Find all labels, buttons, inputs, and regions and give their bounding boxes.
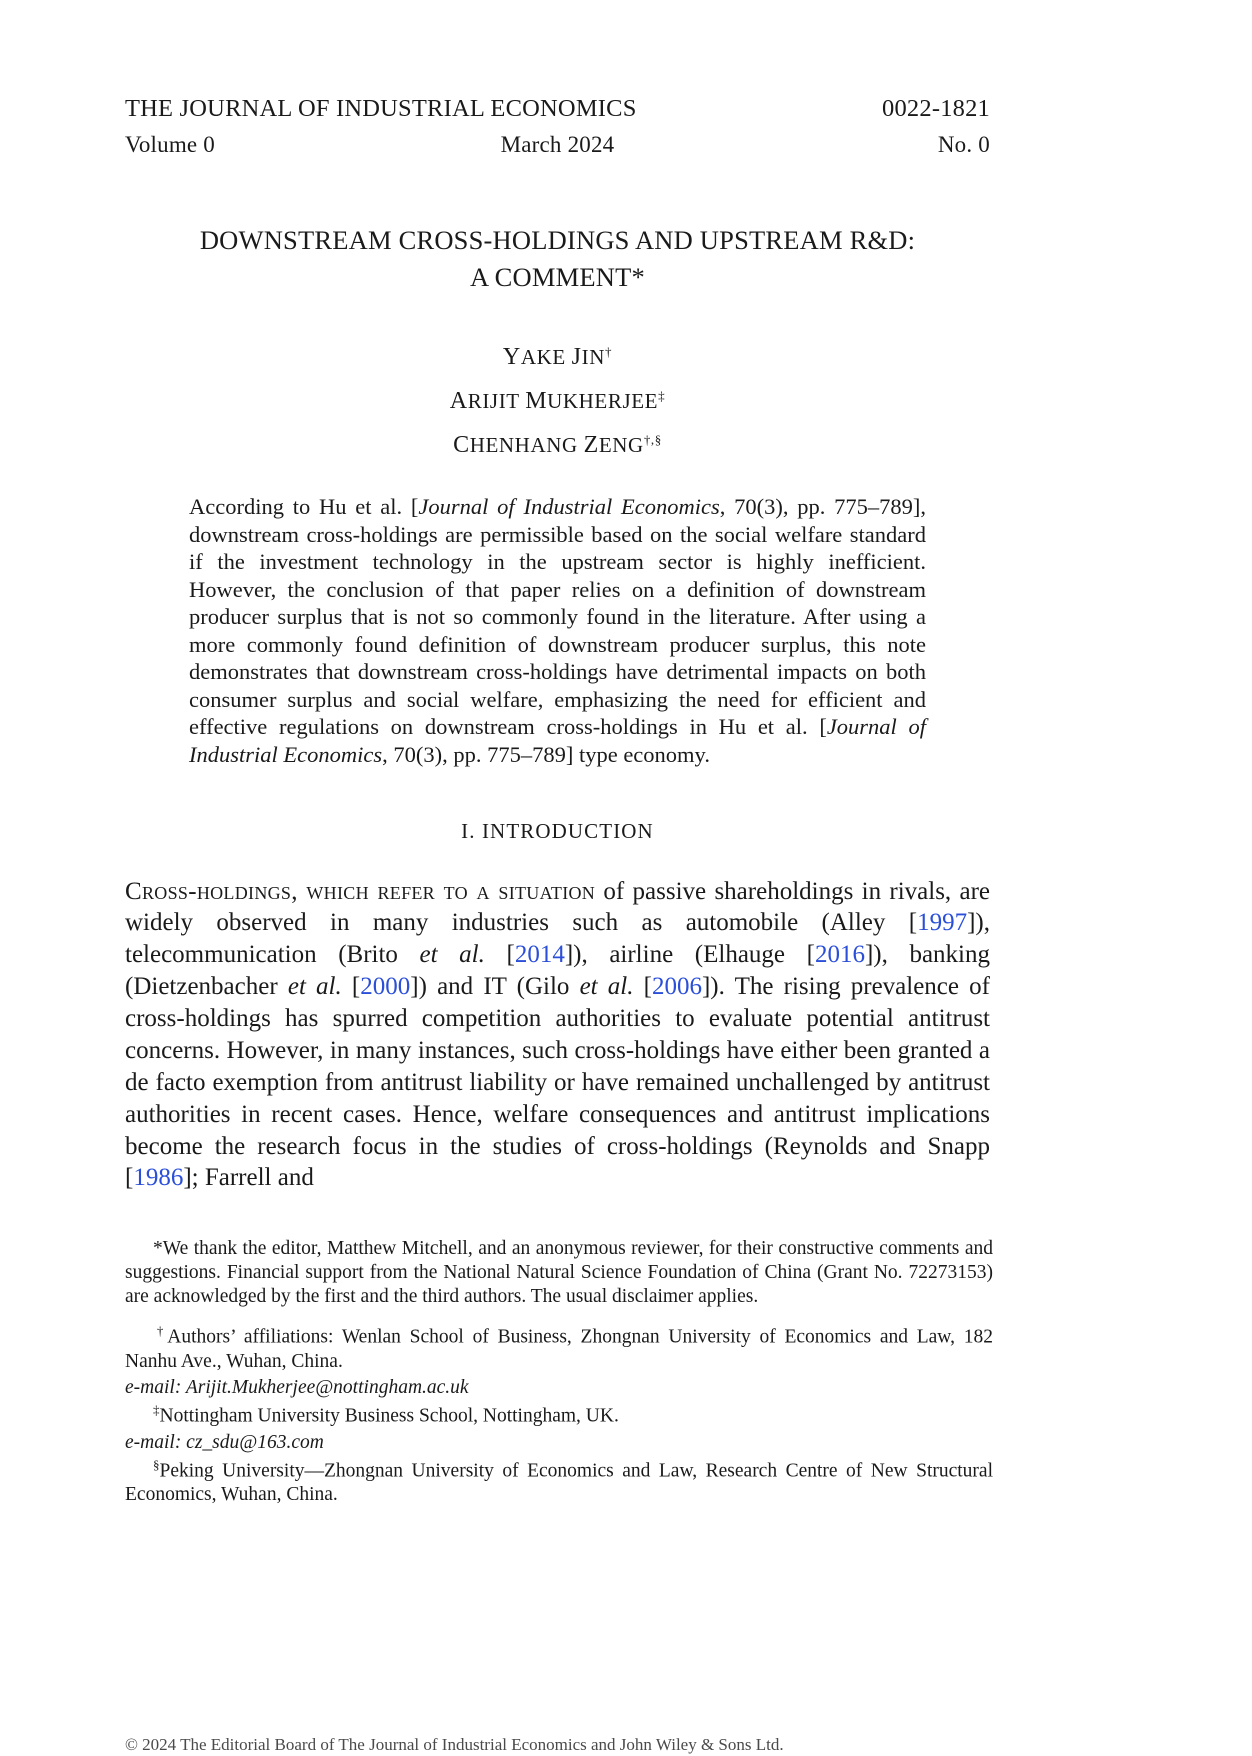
author-3-surname-initial: Z <box>583 431 599 458</box>
abstract-text-2: , 70(3), pp. 775–789], downstream cross-holdings are permissible based on the social welfare standard if the investment technology in the upstream sector is highly inefficient. However, the conclusion of that paper relies on a definition of downstream producer surplus that is not so commonly found in the literature. After using a more commonly found definition of downstream producer surplus, this note demonstrates that downstream cross-holdings have detrimental impacts on both consumer surplus and social welfare, emphasizing the need for efficient and effective regulations on downstream cross-holdings in Hu et al. [ <box>189 493 927 740</box>
intro-text-7: ]) and IT (Gilo <box>410 973 580 1001</box>
author-2-marker: ‡ <box>658 387 666 403</box>
author-1-initial: Y <box>502 343 521 370</box>
author-1-surname: IN <box>581 344 605 369</box>
citation-alley-1997[interactable]: 1997 <box>917 909 968 937</box>
author-2-surname-initial: M <box>525 387 548 414</box>
author-2 <box>125 389 990 413</box>
issue-line <box>125 130 990 160</box>
footnote-affiliation-2 <box>125 1402 993 1429</box>
footnote-affiliation-3 <box>125 1457 993 1508</box>
footnote-affiliation-2-text: Nottingham University Business School, Nottingham, UK. <box>159 1405 619 1427</box>
citation-brito-2014[interactable]: 2014 <box>514 941 565 969</box>
author-2-surname: UKHERJEE <box>547 388 659 413</box>
abstract-journal-ref-1: Journal of Industrial Economics <box>418 493 720 519</box>
footnote-email-1[interactable]: e-mail: Arijit.Mukherjee@nottingham.ac.uk <box>125 1376 469 1398</box>
citation-reynolds-snapp-1986[interactable]: 1986 <box>133 1164 184 1192</box>
intro-etal-3: et al. <box>579 973 634 1001</box>
introduction-paragraph <box>125 876 990 1195</box>
author-2-initial: A <box>449 387 468 414</box>
intro-text-6: [ <box>341 973 361 1001</box>
abstract <box>189 493 926 769</box>
intro-lead-smallcaps: Cross-holdings, which refer to a situation <box>125 877 596 905</box>
journal-issn: 0022-1821 <box>882 95 990 122</box>
author-1 <box>125 345 990 369</box>
issue-number: No. 0 <box>937 131 990 157</box>
footnote-email-2[interactable]: e-mail: cz_sdu@163.com <box>125 1431 324 1453</box>
abstract-journal-ref-2: Journal of Industrial Economics <box>189 714 927 768</box>
intro-text-3: [ <box>484 941 515 969</box>
copyright-line: © 2024 The Editorial Board of The Journal of Industrial Economics and John Wiley & Sons Ltd. <box>125 1735 784 1754</box>
intro-etal-1: et al. <box>419 941 485 969</box>
journal-title: THE JOURNAL OF INDUSTRIAL ECONOMICS <box>125 95 637 122</box>
volume-label: Volume 0 <box>125 131 215 157</box>
author-1-given: AKE <box>520 344 572 369</box>
footnote-marker-section: § <box>153 1456 160 1472</box>
intro-text-9: ]). The rising prevalence of cross-holdings has spurred competition authorities to evaluate potential antitrust concerns. However, in many instances, such cross-holdings have either been granted a de facto exemption from antitrust liability or have remained unchallenged by antitrust authorities in recent cases. Hence, welfare consequences and antitrust implications become the research focus in the studies of cross-holdings (Reynolds and Snapp [ <box>125 973 990 1192</box>
article-title <box>125 222 990 297</box>
intro-text-8: [ <box>633 973 652 1001</box>
footnotes <box>125 1237 993 1521</box>
footnote-marker-ddagger: ‡ <box>153 1401 160 1417</box>
footnote-acknowledgement <box>125 1237 993 1309</box>
citation-gilo-2006[interactable]: 2006 <box>651 973 702 1001</box>
intro-text-2: ]), telecommunication (Brito <box>125 909 990 969</box>
intro-etal-2: et al. <box>287 973 342 1001</box>
author-1-marker: † <box>604 343 613 359</box>
abstract-text-3: , 70(3), pp. 775–789] type economy. <box>382 742 710 768</box>
citation-elhauge-2016[interactable]: 2016 <box>814 941 865 969</box>
intro-text-10: ]; Farrell and <box>183 1164 314 1192</box>
footnote-affiliation-3-text: Peking University—Zhongnan University of Economics and Law, Research Centre of New Structural Economics, Wuhan, China. <box>125 1460 993 1506</box>
page-content <box>125 93 990 1194</box>
section-heading-introduction: I. INTRODUCTION <box>461 818 654 843</box>
abstract-text-1: According to Hu et al. [ <box>189 493 419 519</box>
intro-text-1: of passive shareholdings in rivals, are widely observed in many industries such as automobile (Alley [ <box>125 877 991 937</box>
issue-date: March 2024 <box>500 131 615 157</box>
article-title-line-1: DOWNSTREAM CROSS-HOLDINGS AND UPSTREAM R&D: <box>199 224 916 255</box>
footnote-affiliation-1-text: Authors’ affiliations: Wenlan School of Business, Zhongnan University of Economics and Law, 182 Nanhu Ave., Wuhan, China. <box>125 1326 994 1372</box>
journal-masthead <box>125 93 990 125</box>
citation-dietzenbacher-2000[interactable]: 2000 <box>360 973 411 1001</box>
author-2-given: RIJIT <box>467 388 526 413</box>
author-3-initial: C <box>453 431 470 458</box>
author-list <box>125 345 990 457</box>
author-3 <box>125 433 990 457</box>
intro-text-4: ]), airline (Elhauge [ <box>564 941 815 969</box>
intro-text-5: ]), banking (Dietzenbacher <box>125 941 990 1001</box>
author-3-given: HENHANG <box>469 432 584 457</box>
footnote-marker-dagger: † <box>153 1323 168 1339</box>
article-title-line-2: A COMMENT* <box>469 262 645 293</box>
author-1-surname-initial: J <box>571 343 582 370</box>
footnote-acknowledgement-text: *We thank the editor, Matthew Mitchell, and an anonymous reviewer, for their constructive comments and suggestions. Financial support from the National Natural Science Foundation of China (Grant No. 72273153) are acknowledged by the first and the third authors. The usual disclaimer applies. <box>125 1238 993 1308</box>
author-3-marker: †,§ <box>643 431 662 447</box>
footnote-affiliation-1 <box>125 1323 993 1374</box>
author-3-surname: ENG <box>598 432 644 457</box>
